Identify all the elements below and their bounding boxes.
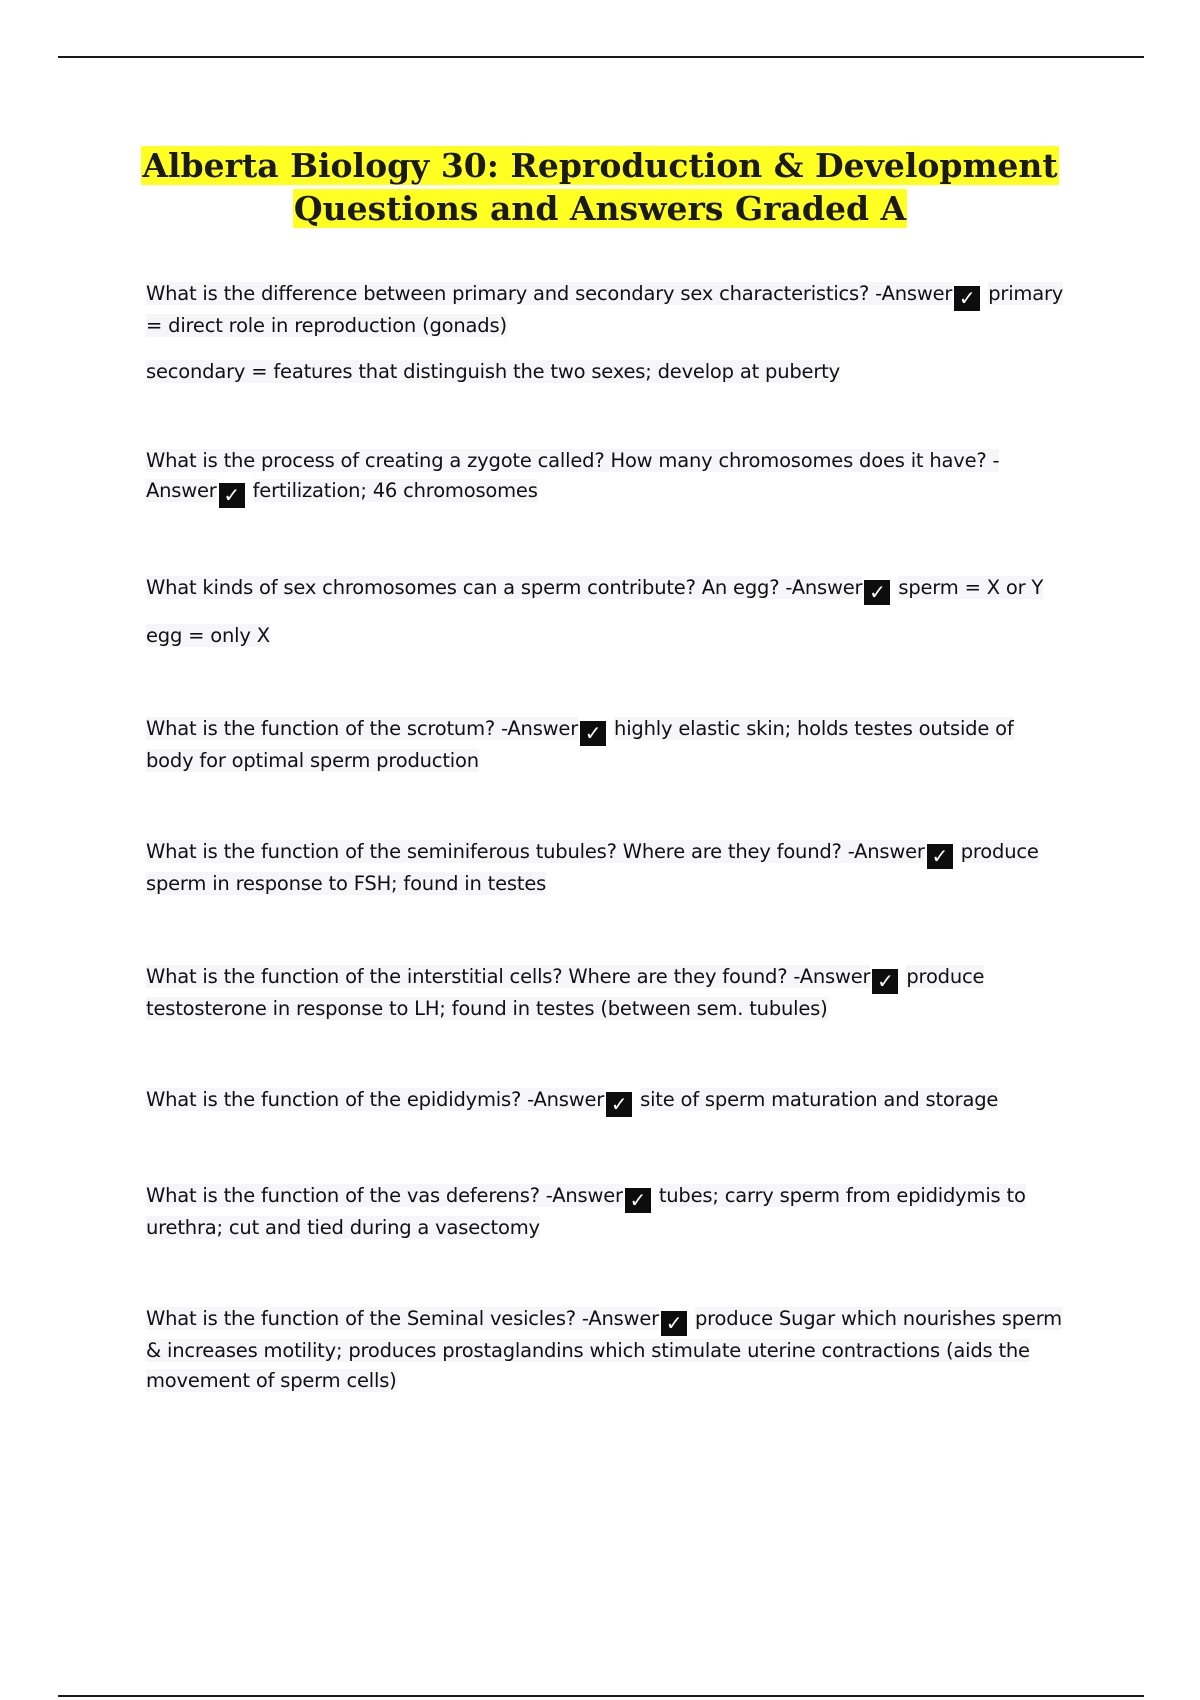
qa-item-4: [146, 714, 1086, 776]
answer-text: fertilization; 46 chromosomes: [252, 479, 538, 502]
answer-text: tubes; carry sperm from epididymis to: [658, 1184, 1026, 1207]
answer-text: site of sperm maturation and storage: [640, 1088, 999, 1111]
checkmark-icon: ✓: [927, 844, 953, 869]
question-text: What is the function of the epididymis? -Answer: [146, 1088, 605, 1111]
answer-text: secondary = features that distinguish the two sexes; develop at puberty: [146, 360, 840, 383]
answer-text: sperm = X or Y: [898, 576, 1044, 599]
answer-text: produce Sugar which nourishes sperm: [694, 1307, 1062, 1330]
question-text: What is the function of the Seminal vesicles? -Answer: [146, 1307, 659, 1330]
qa-item-7: [146, 1085, 1086, 1117]
question-text: What is the process of creating a zygote called? How many chromosomes does it have? -: [146, 449, 1000, 472]
answer-text: primary: [988, 282, 1064, 305]
question-text: What is the function of the interstitial cells? Where are they found? -Answer: [146, 965, 871, 988]
qa-item-1: [146, 279, 1086, 387]
answer-text: sperm in response to FSH; found in testes: [146, 872, 547, 895]
checkmark-icon: ✓: [580, 721, 606, 746]
checkmark-icon: ✓: [864, 580, 890, 605]
checkmark-icon: ✓: [625, 1188, 651, 1213]
answer-text: testosterone in response to LH; found in testes (between sem. tubules): [146, 997, 828, 1020]
header-rule: [58, 56, 1144, 58]
answer-text: = direct role in reproduction (gonads): [146, 314, 507, 337]
answer-text: egg = only X: [146, 624, 270, 647]
title-line-2: Questions and Answers Graded A: [293, 189, 907, 228]
qa-item-2: [146, 446, 1086, 508]
document-title: [0, 144, 1200, 230]
question-text: What is the function of the seminiferous tubules? Where are they found? -Answer: [146, 840, 925, 863]
qa-item-9: [146, 1304, 1086, 1396]
answer-text: & increases motility; produces prostaglandins which stimulate uterine contractions (aids the: [146, 1339, 1030, 1362]
checkmark-icon: ✓: [954, 286, 980, 311]
checkmark-icon: ✓: [661, 1311, 687, 1336]
question-text: Answer: [146, 479, 217, 502]
question-text: What is the function of the vas deferens? -Answer: [146, 1184, 623, 1207]
qa-item-6: [146, 962, 1086, 1024]
checkmark-icon: ✓: [606, 1092, 632, 1117]
question-text: What is the difference between primary and secondary sex characteristics? -Answer: [146, 282, 953, 305]
answer-text: produce: [960, 840, 1039, 863]
qa-item-8: [146, 1181, 1086, 1243]
question-text: What is the function of the scrotum? -Answer: [146, 717, 579, 740]
answer-text: urethra; cut and tied during a vasectomy: [146, 1216, 540, 1239]
checkmark-icon: ✓: [872, 969, 898, 994]
answer-text: highly elastic skin; holds testes outside of: [614, 717, 1014, 740]
qa-item-5: [146, 837, 1086, 899]
footer-rule: [58, 1695, 1144, 1697]
checkmark-icon: ✓: [219, 483, 245, 508]
title-line-1: Alberta Biology 30: Reproduction & Development: [142, 146, 1058, 185]
answer-text: movement of sperm cells): [146, 1369, 397, 1392]
answer-text: body for optimal sperm production: [146, 749, 479, 772]
question-text: What kinds of sex chromosomes can a sperm contribute? An egg? -Answer: [146, 576, 863, 599]
qa-item-3: [146, 573, 1086, 651]
answer-text: produce: [906, 965, 985, 988]
